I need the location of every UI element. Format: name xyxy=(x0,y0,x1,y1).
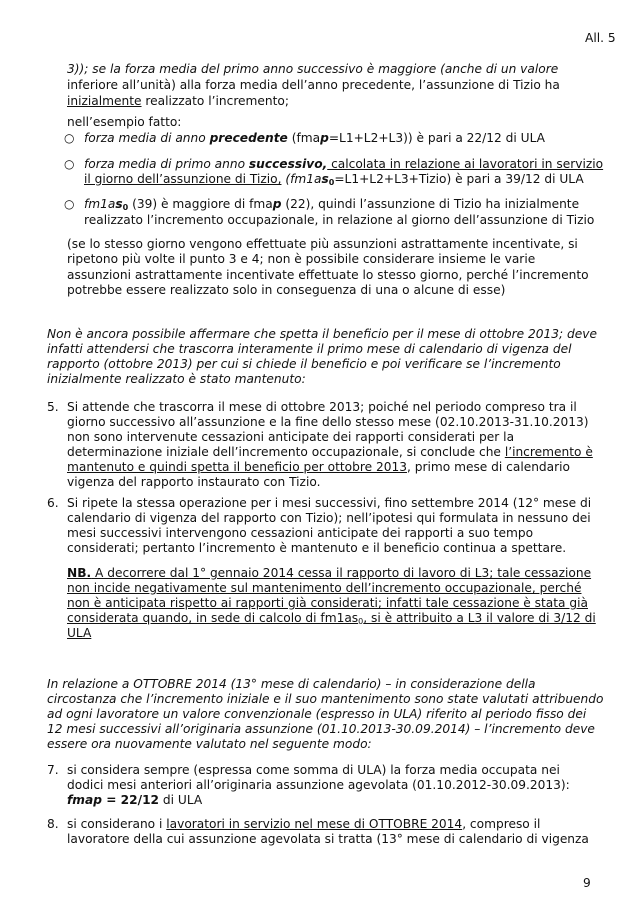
item5-line-2: giorno successivo all’assunzione e la fine dello stesso mese (02.10.2013-31.10.2013) xyxy=(67,415,589,429)
item6-line-2: calendario di vigenza del rapporto con Tizio); nell’ipotesi qui formulata in nessuno dei xyxy=(67,511,591,525)
item7-line-1: si considera sempre (espressa come somma di ULA) la forza media occupata nei xyxy=(67,763,560,777)
intro-line-4: nell’esempio fatto: xyxy=(67,115,182,129)
nb-line-5: ULA xyxy=(67,626,92,640)
italic2-line-5: essere ora nuovamente valutato nel seguente modo: xyxy=(47,737,372,751)
page-number: 9 xyxy=(583,876,591,890)
item8-line-1: si considerano i lavoratori in servizio nel mese di OTTOBRE 2014, compreso il xyxy=(67,817,541,831)
item8-line-2: lavoratore della cui assunzione agevolata si tratta (13° mese di calendario di vigenza xyxy=(67,832,589,846)
item-number: 5. xyxy=(47,400,59,414)
nb-line-1: NB. A decorrere dal 1° gennaio 2014 cessa il rapporto di lavoro di L3; tale cessazione xyxy=(67,566,592,580)
italic2-line-3: ad ogni lavoratore un valore convenzionale (espresso in ULA) riferito al periodo fisso dei xyxy=(47,707,587,721)
item5-line-1: Si attende che trascorra il mese di ottobre 2013; poiché nel periodo compreso tra il xyxy=(67,400,577,414)
italic2-line-1: In relazione a OTTOBRE 2014 (13° mese di calendario) – in considerazione della xyxy=(47,677,536,691)
paren-line-4: potrebbe essere realizzato solo in conseguenza di una o alcune di esse) xyxy=(67,283,506,297)
italic1-line-1: Non è ancora possibile affermare che spetta il beneficio per il mese di ottobre 2013; deve xyxy=(47,327,597,341)
paren-line-3: assunzioni astrattamente incentivate effettuate lo stesso giorno, perché l’incremento xyxy=(67,268,589,282)
bullet-3-line-1: $fm1as_0$ (39) è maggiore di fmap (22), quindi l’assunzione di Tizio ha inizialmente xyxy=(84,197,580,212)
item5-line-6: vigenza del rapporto instaurato con Tizio. xyxy=(67,475,321,489)
italic2-line-2: circostanza che l’incremento iniziale e il suo mantenimento sono state valutati attribuendo xyxy=(47,692,604,706)
paren-line-2: ripetono più volte il punto 3 e 4; non è possibile considerare insieme le varie xyxy=(67,252,536,266)
italic1-line-4: inizialmente realizzato è stato mantenuto: xyxy=(47,372,306,386)
bullet-icon: ○ xyxy=(64,131,75,145)
bullet-2-line-2: il giorno dell’assunzione di Tizio, $(fm1as_0=L1+L2+L3+Tizio)$ è pari a 39/12 di ULA xyxy=(84,172,584,187)
bullet-3-line-2: realizzato l’incremento occupazionale, in relazione al giorno dell’assunzione di Tizio xyxy=(84,213,595,227)
bullet-icon: ○ xyxy=(64,197,75,211)
bullet-1: forza media di anno precedente (fmap=L1+L2+L3)) è pari a 22/12 di ULA xyxy=(84,131,545,145)
item6-line-4: considerati; pertanto l’incremento è mantenuto e il beneficio continua a spettare. xyxy=(67,541,567,555)
item6-line-3: mesi successivi intervengono cessazioni anticipate dei rapporti a suo tempo xyxy=(67,526,534,540)
bullet-icon: ○ xyxy=(64,157,75,171)
attachment-label: All. 5 xyxy=(585,31,616,45)
bullet-2-line-1: forza media di primo anno successivo, calcolata in relazione ai lavoratori in servizio xyxy=(84,157,604,171)
item7-line-3: fmap = 22/12 di ULA xyxy=(67,793,203,807)
item-number: 7. xyxy=(47,763,59,777)
item7-line-2: dodici mesi anteriori all’originaria assunzione agevolata (01.10.2012-30.09.2013): xyxy=(67,778,570,792)
italic1-line-2: infatti attendersi che trascorra interamente il primo mese di calendario di vigenza del xyxy=(47,342,572,356)
intro-line-2: inferiore all’unità) alla forza media dell’anno precedente, l’assunzione di Tizio ha xyxy=(67,78,560,92)
nb-line-3: non è anticipata rispetto ai rapporti già considerati; infatti tale cessazione è stata già xyxy=(67,596,588,610)
italic1-line-3: rapporto (ottobre 2013) per cui si chiede il beneficio e poi verificare se l’incremento xyxy=(47,357,561,371)
item-number: 8. xyxy=(47,817,59,831)
intro-line-3: inizialmente realizzato l’incremento; xyxy=(67,94,289,108)
nb-line-4: considerata quando, in sede di calcolo di $fm1as_0$, si è attribuito a L3 il valore di 3/12 di xyxy=(67,611,596,626)
nb-line-2: non incide negativamente sul mantenimento dell’incremento occupazionale, perché xyxy=(67,581,582,595)
item5-line-5: mantenuto e quindi spetta il beneficio per ottobre 2013, primo mese di calendario xyxy=(67,460,570,474)
item5-line-3: non sono intervenute cessazioni anticipate dei rapporti considerati per la xyxy=(67,430,515,444)
paren-line-1: (se lo stesso giorno vengono effettuate più assunzioni astrattamente incentivate, si xyxy=(67,237,578,251)
italic2-line-4: 12 mesi successivi all’originaria assunzione (01.10.2013-30.09.2014) – l’incremento deve xyxy=(47,722,595,736)
item-number: 6. xyxy=(47,496,59,510)
intro-line-1: 3)); se la forza media del primo anno successivo è maggiore (anche di un valore xyxy=(67,62,559,76)
item6-line-1: Si ripete la stessa operazione per i mesi successivi, fino settembre 2014 (12° mese di xyxy=(67,496,592,510)
item5-line-4: determinazione iniziale dell’incremento occupazionale, si conclude che l’incremento è xyxy=(67,445,593,459)
